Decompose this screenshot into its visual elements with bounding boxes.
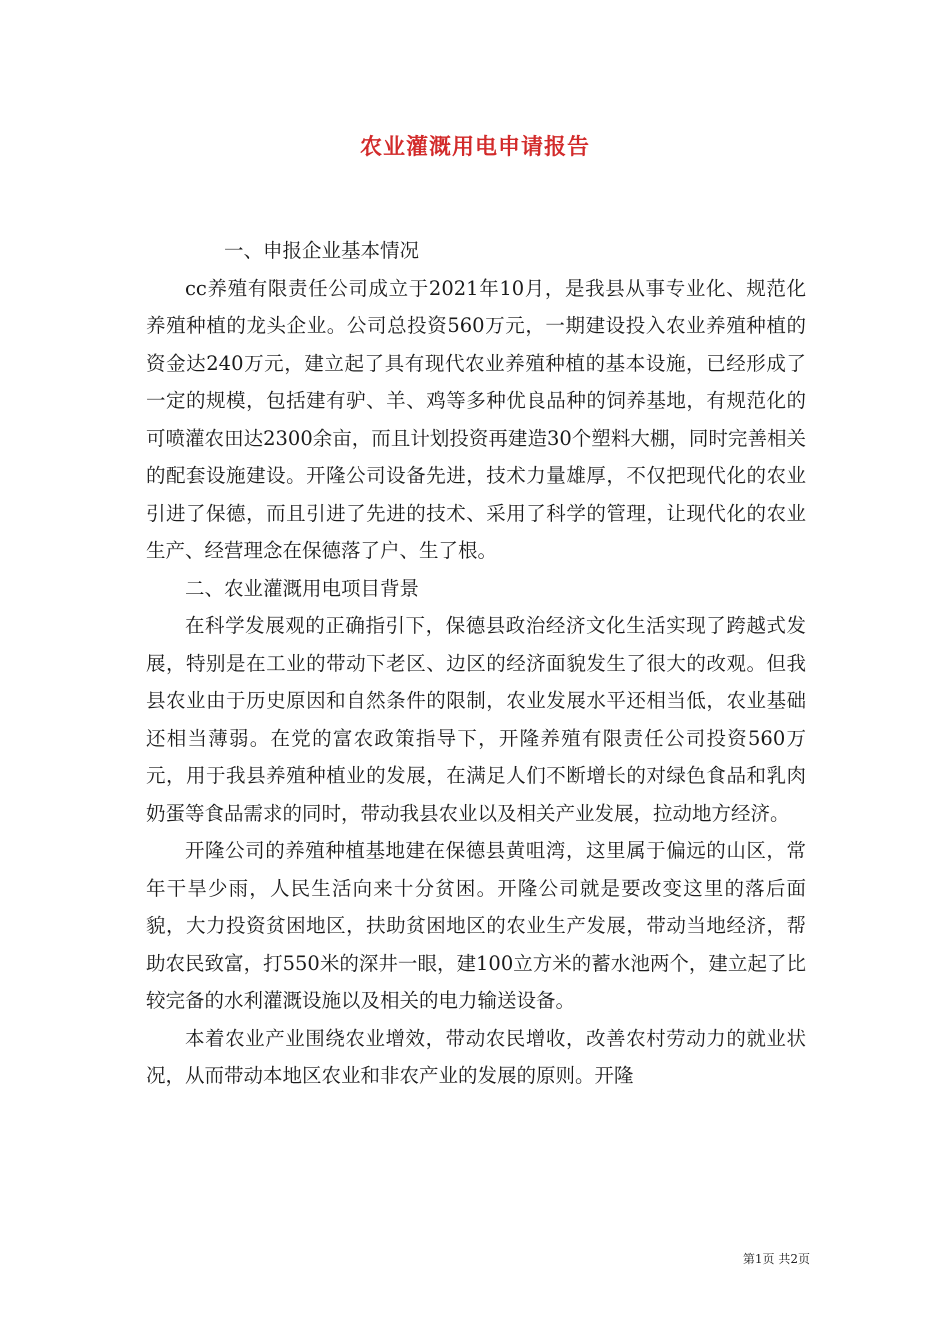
paragraph-company-info: cc养殖有限责任公司成立于2021年10月，是我县从事专业化、规范化养殖种植的龙头企业。公司总投资560万元，一期建设投入农业养殖种植的资金达240万元，建立起了具有现代农业养殖种植的基本设施，已经形成了一定的规模，包括建有驴、羊、鸡等多种优良品种的饲养基地，有规范化的可喷灌农田达2300余亩，而且计划投资再建造30个塑料大棚，同时完善相关的配套设施建设。开隆公司设备先进，技术力量雄厚，不仅把现代化的农业引进了保德，而且引进了先进的技术、采用了科学的管理，让现代化的农业生产、经营理念在保德落了户、生了根。 <box>146 276 806 562</box>
paragraph-base-location: 开隆公司的养殖种植基地建在保德县黄咀湾，这里属于偏远的山区，常年干旱少雨，人民生活向来十分贫困。开隆公司就是要改变这里的落后面貌，大力投资贫困地区，扶助贫困地区的农业生产发展，带动当地经济，帮助农民致富，打550米的深井一眼，建100立方米的蓄水池两个，建立起了比较完备的水利灌溉设施以及相关的电力输送设备。 <box>146 839 806 1012</box>
document-body <box>146 232 806 1095</box>
paragraph-principle: 本着农业产业围绕农业增效，带动农民增收，改善农村劳动力的就业状况，从而带动本地区农业和非农产业的发展的原则。开隆 <box>146 1026 806 1087</box>
section-heading-2: 二、农业灌溉用电项目背景 <box>185 576 420 600</box>
page-number: 第1页 共2页 <box>742 1252 810 1266</box>
document-title: 农业灌溉用电申请报告 <box>359 134 590 160</box>
section-heading-1: 一、申报企业基本情况 <box>224 239 420 262</box>
paragraph-project-background: 在科学发展观的正确指引下，保德县政治经济文化生活实现了跨越式发展，特别是在工业的带动下老区、边区的经济面貌发生了很大的改观。但我县农业由于历史原因和自然条件的限制，农业发展水平还相当低，农业基础还相当薄弱。在党的富农政策指导下，开隆养殖有限责任公司投资560万元，用于我县养殖种植业的发展，在满足人们不断增长的对绿色食品和乳肉奶蛋等食品需求的同时，带动我县农业以及相关产业发展，拉动地方经济。 <box>146 614 806 825</box>
